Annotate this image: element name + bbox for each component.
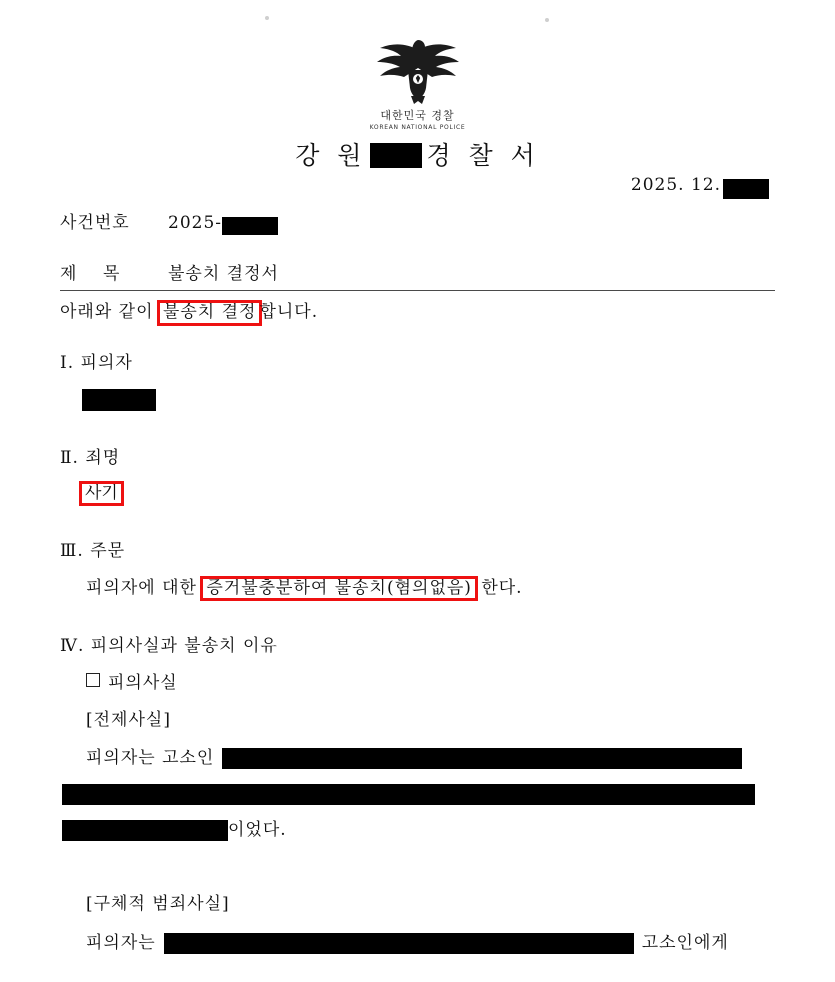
section-number: Ⅳ. (60, 636, 85, 657)
premise-line-2 (62, 782, 775, 807)
order-after: 한다. (474, 577, 523, 598)
section-number: Ⅱ. (60, 447, 79, 468)
redaction-bar-specific-1 (164, 933, 634, 954)
highlight-charge: 사기 (82, 484, 121, 504)
subheading-specific: [구체적 범죄사실] (86, 894, 230, 915)
redaction-bar-suspect (82, 389, 156, 411)
redaction-bar-premise-3 (62, 820, 228, 841)
section-heading-3 (60, 539, 775, 564)
emblem-caption-kr: 대한민국 경찰 (380, 109, 455, 122)
intro-before: 아래와 같이 (60, 302, 160, 322)
korean-police-eagle-emblem (370, 34, 466, 106)
station-suffix: 경 찰 서 (426, 141, 540, 170)
date-text: 2025. 12. (630, 175, 721, 195)
charge-value (60, 481, 775, 506)
case-number-text: 2025- (168, 213, 223, 233)
premise-line-3 (62, 818, 775, 843)
checkbox-row-facts (60, 671, 775, 696)
specific-suffix: 고소인에게 (641, 932, 729, 953)
redaction-bar-station (370, 143, 422, 168)
meta-label: 사건번호 (60, 213, 130, 233)
redaction-bar-case-number (222, 217, 278, 235)
emblem-caption-en: KOREAN NATIONAL POLICE (369, 124, 466, 131)
meta-row-subject (60, 259, 760, 284)
intro-line (60, 300, 775, 325)
station-prefix: 강 원 (295, 141, 367, 170)
checkbox-icon[interactable] (86, 673, 100, 687)
redaction-bar-premise-2 (62, 784, 755, 805)
document-body (60, 300, 775, 956)
section-title: 죄명 (85, 447, 121, 468)
premise-line-1 (60, 746, 775, 771)
subheading-premise: [전제사실] (86, 709, 171, 730)
meta-value: 불송치 결정서 (168, 264, 279, 284)
section-title: 주문 (90, 541, 126, 562)
highlight-order: 증거불충분하여 불송치(혐의없음) (203, 579, 475, 599)
meta-label: 제 목 (60, 264, 121, 284)
header-divider (60, 290, 775, 291)
checkbox-label: 피의사실 (108, 673, 178, 694)
page-title (0, 136, 835, 172)
police-emblem-block (0, 34, 835, 131)
section-heading-4 (60, 634, 775, 659)
meta-row-case-number (60, 208, 760, 233)
premise-prefix: 피의자는 고소인 (86, 748, 215, 769)
specific-prefix: 피의자는 (86, 932, 156, 953)
suspect-name-redacted (60, 387, 775, 412)
section-heading-1 (60, 351, 775, 376)
highlight-decision: 불송치 결정 (160, 303, 260, 323)
section-heading-2 (60, 446, 775, 471)
redaction-bar-premise-1 (222, 748, 742, 769)
section-number: Ⅰ. (60, 352, 75, 373)
meta-value (168, 213, 278, 233)
section-title: 피의사실과 불송치 이유 (90, 636, 278, 657)
section-title: 피의자 (80, 352, 133, 373)
intro-after: 합니다. (259, 302, 319, 322)
page-bottom-edge (0, 968, 835, 982)
section-number: Ⅲ. (60, 541, 84, 562)
premise-suffix: 이었다. (228, 819, 287, 840)
redaction-bar-date (723, 179, 769, 199)
document-meta (60, 208, 760, 310)
order-line (60, 576, 775, 601)
document-date (631, 175, 769, 196)
order-before: 피의자에 대한 (86, 577, 204, 598)
specific-line-1 (60, 931, 775, 956)
